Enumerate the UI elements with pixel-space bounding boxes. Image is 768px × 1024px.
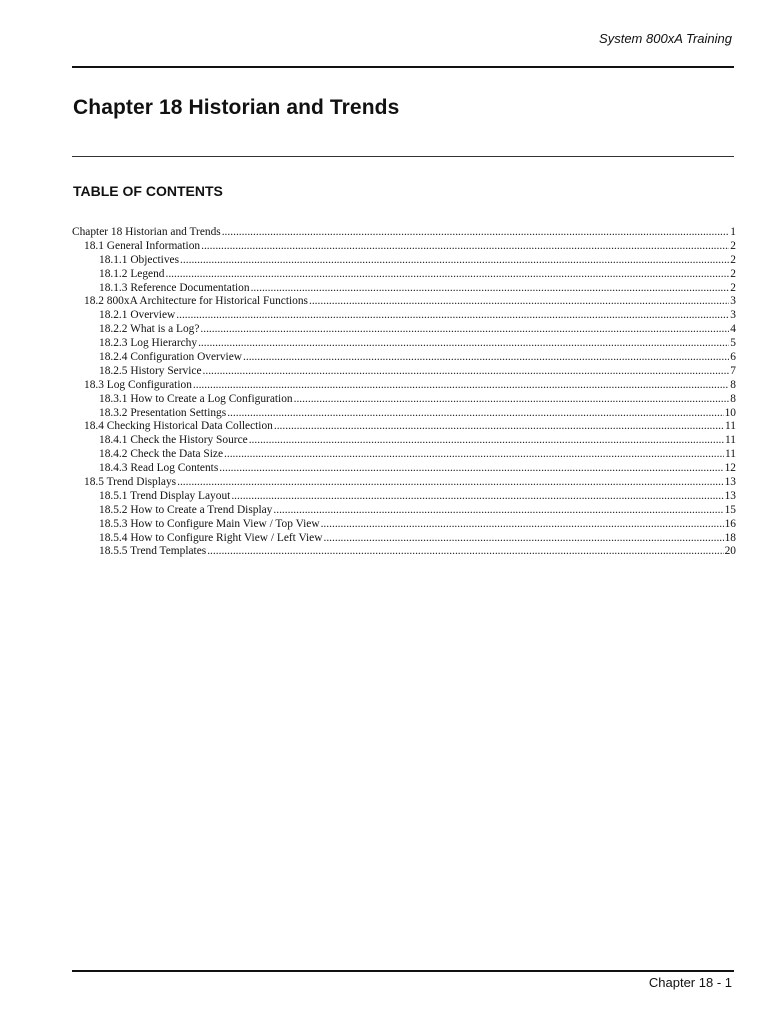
toc-entry-label: 18.4.3 Read Log Contents: [99, 462, 219, 475]
toc-entry-page: 1: [730, 226, 736, 238]
page-footer: Chapter 18 - 1: [648, 975, 732, 990]
toc-entry[interactable]: [72, 420, 736, 434]
toc-leader-dots: [323, 532, 723, 546]
toc-leader-dots: [201, 240, 729, 254]
toc-leader-dots: [198, 337, 729, 351]
toc-entry-page: 13: [724, 476, 736, 489]
footer-rule: [72, 970, 734, 972]
toc-entry-label: 18.2 800xA Architecture for Historical Functions: [84, 295, 308, 308]
toc-entry[interactable]: [72, 518, 736, 532]
chapter-rule: [72, 156, 734, 157]
toc-leader-dots: [222, 226, 730, 240]
toc-entry-label: 18.1.2 Legend: [99, 267, 165, 280]
toc-entry-page: 15: [724, 503, 736, 516]
toc-entry[interactable]: [72, 462, 736, 476]
toc-leader-dots: [321, 518, 724, 532]
toc-entry[interactable]: [72, 434, 736, 448]
toc-entry-page: 10: [724, 406, 736, 419]
toc-entry-label: 18.2.4 Configuration Overview: [99, 351, 242, 364]
toc-entry[interactable]: [72, 254, 736, 268]
toc-entry-page: 11: [725, 434, 736, 447]
toc-heading: TABLE OF CONTENTS: [73, 183, 223, 199]
toc-entry-label: 18.5.1 Trend Display Layout: [99, 489, 231, 502]
toc-entry-label: 18.5.4 How to Configure Right View / Left View: [99, 531, 323, 544]
toc-leader-dots: [309, 295, 729, 309]
toc-leader-dots: [165, 268, 729, 282]
toc-entry-label: 18.3 Log Configuration: [84, 378, 192, 391]
toc-entry-label: 18.3.1 How to Create a Log Configuration: [99, 392, 293, 405]
toc-entry[interactable]: [72, 309, 736, 323]
toc-entry-label: Chapter 18 Historian and Trends: [72, 226, 221, 238]
toc-entry-page: 11: [725, 420, 736, 433]
toc-entry-page: 3: [730, 295, 736, 308]
toc-entry-page: 8: [730, 378, 736, 391]
document-title: System 800xA Training: [599, 31, 732, 46]
table-of-contents: [72, 226, 736, 559]
toc-leader-dots: [224, 448, 724, 462]
toc-entry[interactable]: [72, 407, 736, 421]
toc-entry-page: 6: [730, 351, 736, 364]
toc-entry-page: 5: [730, 337, 736, 350]
toc-leader-dots: [200, 323, 729, 337]
toc-entry[interactable]: [72, 282, 736, 296]
toc-entry-label: 18.2.5 History Service: [99, 364, 202, 377]
toc-leader-dots: [177, 476, 724, 490]
toc-leader-dots: [176, 309, 729, 323]
toc-entry[interactable]: [72, 448, 736, 462]
toc-leader-dots: [219, 462, 723, 476]
toc-entry-label: 18.4 Checking Historical Data Collection: [84, 420, 273, 433]
toc-entry-page: 8: [730, 392, 736, 405]
toc-leader-dots: [243, 351, 729, 365]
toc-entry-label: 18.5.3 How to Configure Main View / Top View: [99, 517, 320, 530]
toc-entry-page: 13: [724, 489, 736, 502]
toc-entry[interactable]: [72, 323, 736, 337]
toc-entry[interactable]: [72, 268, 736, 282]
toc-entry-label: 18.2.3 Log Hierarchy: [99, 337, 198, 350]
header-rule: [72, 66, 734, 68]
toc-entry-label: 18.1.1 Objectives: [99, 253, 180, 266]
toc-entry-page: 12: [724, 462, 736, 475]
toc-entry-label: 18.5 Trend Displays: [84, 476, 177, 489]
toc-entry-page: 18: [724, 531, 736, 544]
toc-leader-dots: [294, 393, 730, 407]
toc-entry-page: 7: [730, 364, 736, 377]
toc-entry-label: 18.1.3 Reference Documentation: [99, 281, 250, 294]
toc-leader-dots: [251, 282, 730, 296]
toc-entry-label: 18.2.1 Overview: [99, 309, 176, 322]
toc-entry-page: 4: [730, 323, 736, 336]
toc-entry-label: 18.5.2 How to Create a Trend Display: [99, 503, 273, 516]
toc-entry-page: 16: [724, 517, 736, 530]
toc-leader-dots: [203, 365, 730, 379]
toc-entry[interactable]: [72, 365, 736, 379]
toc-entry-page: 20: [724, 545, 736, 558]
toc-entry[interactable]: [72, 545, 736, 559]
toc-entry-page: 3: [730, 309, 736, 322]
toc-entry-label: 18.4.2 Check the Data Size: [99, 448, 223, 461]
toc-entry-page: 11: [725, 448, 736, 461]
toc-leader-dots: [273, 504, 723, 518]
toc-leader-dots: [274, 420, 724, 434]
toc-entry-label: 18.5.5 Trend Templates: [99, 545, 207, 558]
chapter-heading: Chapter 18 Historian and Trends: [73, 96, 400, 119]
toc-leader-dots: [193, 379, 729, 393]
toc-entry[interactable]: [72, 532, 736, 546]
toc-entry-page: 2: [730, 239, 736, 252]
toc-entry-page: 2: [730, 267, 736, 280]
toc-leader-dots: [180, 254, 729, 268]
toc-leader-dots: [249, 434, 724, 448]
toc-entry[interactable]: [72, 240, 736, 254]
toc-leader-dots: [207, 545, 723, 559]
toc-entry-page: 2: [730, 281, 736, 294]
toc-entry[interactable]: [72, 476, 736, 490]
toc-entry[interactable]: [72, 337, 736, 351]
toc-entry[interactable]: [72, 490, 736, 504]
toc-entry[interactable]: [72, 393, 736, 407]
toc-entry[interactable]: [72, 504, 736, 518]
toc-leader-dots: [227, 407, 723, 421]
toc-leader-dots: [231, 490, 723, 504]
toc-entry[interactable]: [72, 351, 736, 365]
toc-entry-label: 18.1 General Information: [84, 239, 201, 252]
toc-entry-label: 18.3.2 Presentation Settings: [99, 406, 227, 419]
toc-entry[interactable]: [72, 379, 736, 393]
toc-entry-label: 18.2.2 What is a Log?: [99, 323, 200, 336]
toc-entry[interactable]: [72, 226, 736, 240]
toc-entry-label: 18.4.1 Check the History Source: [99, 434, 248, 447]
toc-entry-page: 2: [730, 253, 736, 266]
toc-entry[interactable]: [72, 295, 736, 309]
